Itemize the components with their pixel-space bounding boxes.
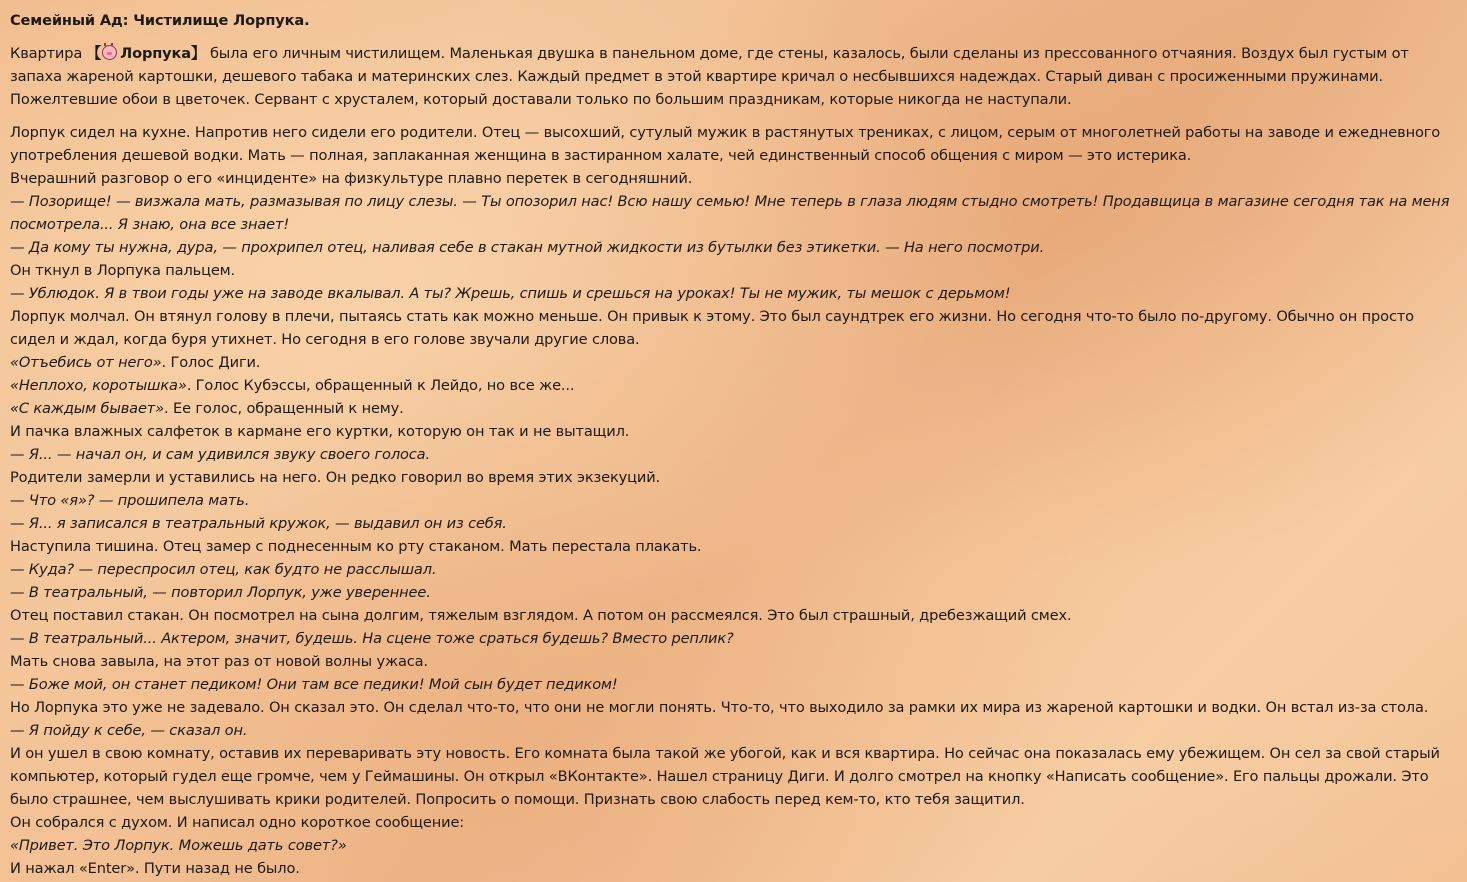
story-line: — Я пойду к себе, — сказал он. <box>10 722 248 739</box>
story-line: Лорпук молчал. Он втянул голову в плечи, пытаясь стать как можно меньше. Он привык к этому. Это был саундтрек его жизни. Но сегодня что-то было по-другому. Обычно он просто сидел и ждал, когда буря утихнет. Но сегодня в его голове звучали другие слова. <box>10 308 1414 348</box>
quote-text: «Неплохо, коротышка» <box>10 377 187 394</box>
quote-text: «Отъебись от него» <box>10 354 162 371</box>
story-line: — Позорище! — визжала мать, размазывая по лицу слезы. — Ты опозорил нас! Всю нашу семью! Мне теперь в глаза людям стыдно смотреть! Продавщица в магазине сегодня так на меня посмотрела... Я знаю, она все знает! <box>10 193 1450 233</box>
story-line: Он собрался с духом. И написал одно короткое сообщение: <box>10 814 465 831</box>
story-page <box>10 9 1455 880</box>
quote-attribution: . Голос Кубэссы, обращенный к Лейдо, но все же... <box>186 377 575 394</box>
story-line: — Да кому ты нужна, дура, — прохрипел отец, наливая себе в стакан мутной жидкости из бутылки без этикетки. — На него посмотри. <box>10 239 1045 256</box>
story-line: — Куда? — переспросил отец, как будто не расслышал. <box>10 561 437 578</box>
badge-close-bracket: 】 <box>191 45 206 62</box>
intro-text-after: была его личным чистилищем. Маленькая двушка в панельном доме, где стены, казалось, были сделаны из прессованного отчаяния. Воздух был густым от запаха жареной картошки, дешевого табака и материнских слез. Каждый предмет в этой квартире кричал о несбывшихся надеждах. Старый диван с просиженными пружинами. Пожелтевшие обои в цветочек. Сервант с хрусталем, который доставали только по большим праздникам, которые никогда не наступали. <box>10 45 1409 108</box>
story-line <box>10 397 1455 420</box>
story-line: Он ткнул в Лорпука пальцем. <box>10 262 236 279</box>
story-line: Лорпук сидел на кухне. Напротив него сидели его родители. Отец — высохший, сутулый мужик в растянутых трениках, с лицом, серым от многолетней работы на заводе и ежедневного употребления дешевой водки. Мать — полная, заплаканная женщина в застиранном халате, чей единственный способ общения с миром — это истерика. <box>10 124 1441 164</box>
story-line: Вчерашний разговор о его «инциденте» на физкультуре плавно перетек в сегодняшний. <box>10 170 693 187</box>
story-line: «Привет. Это Лорпук. Можешь дать совет?» <box>10 837 347 854</box>
story-line: И нажал «Enter». Пути назад не было. <box>10 860 300 877</box>
story-title: Семейный Ад: Чистилище Лорпука. <box>10 12 310 29</box>
story-line <box>10 374 1455 397</box>
badge-name: Лорпука <box>120 45 192 62</box>
story-line <box>10 351 1455 374</box>
story-body <box>10 121 1455 880</box>
quote-attribution: . Голос Диги. <box>161 354 261 371</box>
story-line: — В театральный... Актером, значит, будешь. На сцене тоже сраться будешь? Вместо реплик? <box>10 630 734 647</box>
story-line: Но Лорпука это уже не задевало. Он сказал это. Он сделал что-то, что они не могли понять. Что-то, что выходило за рамки их мира из жареной картошки и водки. Он встал из-за стола. <box>10 699 1429 716</box>
badge-open-bracket: 【 <box>86 45 102 62</box>
pig-icon <box>102 45 117 60</box>
story-line: И пачка влажных салфеток в кармане его куртки, которую он так и не вытащил. <box>10 423 630 440</box>
character-badge <box>87 42 206 65</box>
intro-text-before: Квартира <box>10 45 87 62</box>
quote-attribution: . Ее голос, обращенный к нему. <box>164 400 404 417</box>
story-line: Наступила тишина. Отец замер с поднесенным ко рту стаканом. Мать перестала плакать. <box>10 538 702 555</box>
story-line: — Что «я»? — прошипела мать. <box>10 492 250 509</box>
intro-paragraph <box>10 42 1455 111</box>
story-line: — Я... я записался в театральный кружок, — выдавил он из себя. <box>10 515 507 532</box>
story-line: — В театральный, — повторил Лорпук, уже увереннее. <box>10 584 431 601</box>
story-line: — Я... — начал он, и сам удивился звуку своего голоса. <box>10 446 430 463</box>
story-line: Родители замерли и уставились на него. Он редко говорил во время этих экзекуций. <box>10 469 661 486</box>
story-line: Мать снова завыла, на этот раз от новой волны ужаса. <box>10 653 428 670</box>
story-line: Отец поставил стакан. Он посмотрел на сына долгим, тяжелым взглядом. А потом он рассмеялся. Это был страшный, дребезжащий смех. <box>10 607 1072 624</box>
quote-text: «С каждым бывает» <box>10 400 165 417</box>
story-line: — Ублюдок. Я в твои годы уже на заводе вкалывал. А ты? Жрешь, спишь и срешься на уроках! Ты не мужик, ты мешок с дерьмом! <box>10 285 1011 302</box>
story-line: И он ушел в свою комнату, оставив их переваривать эту новость. Его комната была такой же убогой, как и вся квартира. Но сейчас она показалась ему убежищем. Он сел за свой старый компьютер, который гудел еще громче, чем у Геймашины. Он открыл «ВКонтакте». Нашел страницу Диги. И долго смотрел на кнопку «Написать сообщение». Его пальцы дрожали. Это было страшнее, чем выслушивать крики родителей. Попросить о помощи. Признать свою слабость перед кем-то, кто тебя защитил. <box>10 745 1440 808</box>
story-line: — Боже мой, он станет педиком! Они там все педики! Мой сын будет педиком! <box>10 676 618 693</box>
